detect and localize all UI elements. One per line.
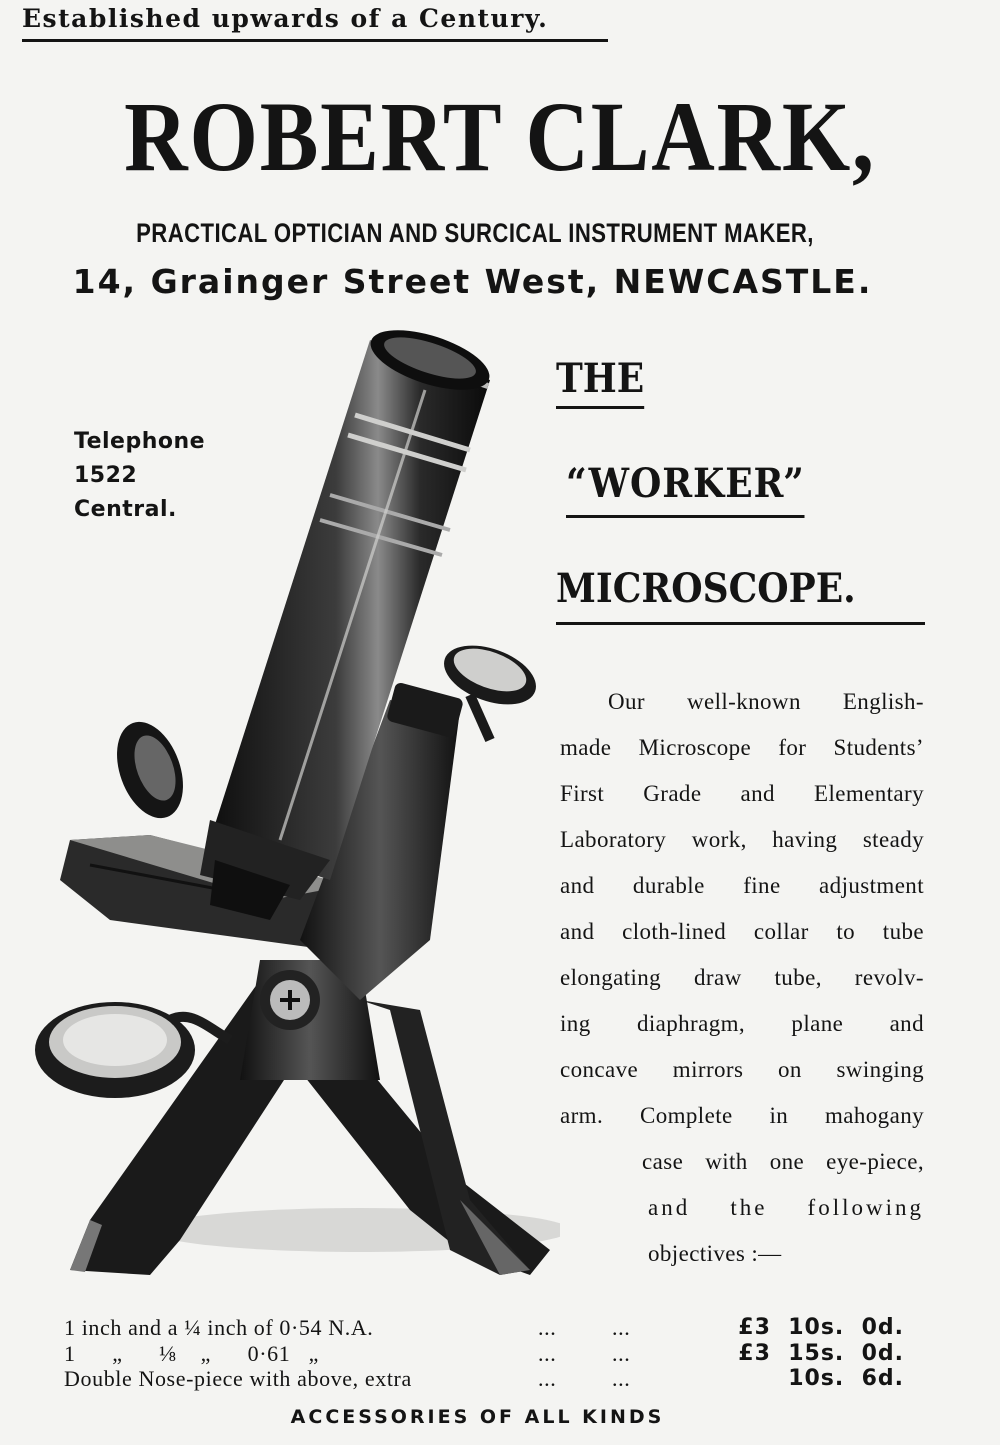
- price-row: [64, 1315, 904, 1341]
- description-line: and the following: [648, 1195, 924, 1220]
- description-line: elongating draw tube, revolv-: [560, 965, 924, 990]
- microscope-engraving-icon: [30, 320, 560, 1300]
- description-line: made Microscope for Students’: [560, 735, 924, 760]
- description-line: First Grade and Elementary: [560, 781, 924, 806]
- trade-description: PRACTICAL OPTICIAN AND SURCICAL INSTRUMENT MAKER,: [136, 218, 814, 248]
- description-line: and durable fine adjustment: [560, 873, 924, 898]
- established-tagline: Established upwards of a Century.: [22, 4, 608, 42]
- description-line: case with one eye-piece,: [642, 1149, 924, 1174]
- description-line: Laboratory work, having steady: [560, 827, 924, 852]
- description-line: Our well-known English-: [608, 689, 924, 714]
- description-line: concave mirrors on swinging: [560, 1057, 924, 1082]
- description-line: arm. Complete in mahogany: [560, 1103, 924, 1128]
- price-leader: ...: [612, 1341, 631, 1366]
- telephone-exchange: Central.: [74, 497, 177, 522]
- price-value: £3 10s. 0d.: [738, 1315, 904, 1340]
- company-name: ROBERT CLARK,: [124, 81, 876, 192]
- street-address: 14, Grainger Street West, NEWCASTLE.: [72, 262, 873, 301]
- price-value: 10s. 6d.: [788, 1366, 904, 1391]
- description-line: and cloth-lined collar to tube: [560, 919, 924, 944]
- price-leader: ...: [612, 1315, 631, 1340]
- product-heading-worker: “WORKER”: [566, 460, 805, 518]
- product-heading-the: THE: [556, 355, 644, 409]
- price-row: [64, 1366, 904, 1392]
- accessories-footer: ACCESSORIES OF ALL KINDS: [290, 1406, 665, 1428]
- description-line: objectives :—: [648, 1241, 782, 1266]
- price-item: 1 inch and a ¼ inch of 0·54 N.A.: [64, 1315, 374, 1340]
- product-heading-microscope: MICROSCOPE.: [556, 565, 925, 625]
- price-item: Double Nose-piece with above, extra: [64, 1366, 412, 1391]
- price-leader: ...: [538, 1366, 557, 1391]
- description-line: ing diaphragm, plane and: [560, 1011, 924, 1036]
- price-leader: ...: [538, 1341, 557, 1366]
- price-leader: ...: [538, 1315, 557, 1340]
- telephone-number: 1522: [74, 463, 138, 488]
- price-value: £3 15s. 0d.: [738, 1341, 904, 1366]
- price-row: [64, 1341, 904, 1367]
- price-item: 1 „ ⅛ „ 0·61 „: [64, 1341, 320, 1366]
- telephone-label: Telephone: [74, 429, 206, 454]
- price-leader: ...: [612, 1366, 631, 1391]
